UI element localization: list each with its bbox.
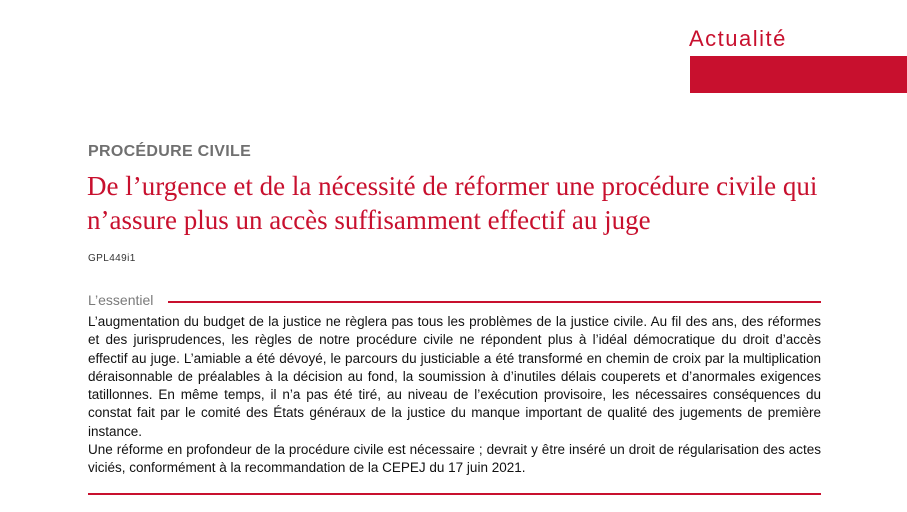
essentiel-paragraph: L’augmentation du budget de la justice ne règlera pas tous les problèmes de la justice civile. Au fil des ans, des réformes et des jurisprudences, les règles de notre procédure civile ne répondent plus à l’idéal démocratique du droit d’accès effectif au juge. L’amiable a été dévoyé, le parcours du justiciable a été transformé en chemin de croix par la multiplication déraisonnable de préalables à la décision au fond, la soumission à d’inutiles délais couperets et d’anormales exigences tatillonnes. En même temps, il n’a pas été tiré, au niveau de l’exécution provisoire, les nécessaires conséquences du constat fait par le comité des États généraux de la justice du manque important de qualité des jugements de première instance. [88,314,821,439]
section-label: Actualité [689,26,787,51]
essentiel-label: L’essentiel [88,291,156,309]
header-accent-bar [690,56,907,93]
essentiel-header [88,291,821,309]
essentiel-bottom-rule [88,493,821,495]
article-category: PROCÉDURE CIVILE [88,143,252,160]
article-reference: GPL449i1 [88,253,136,264]
essentiel-top-rule [168,301,821,303]
essentiel-paragraph: Une réforme en profondeur de la procédure civile est nécessaire ; devrait y être inséré un droit de régularisation des actes viciés, conformément à la recommandation de la CEPEJ du 17 juin 2021. [88,442,821,476]
essentiel-body [88,313,821,478]
article-title: De l’urgence et de la nécessité de réformer une procédure civile qui n’assure plus un accès suffisamment effectif au juge [87,171,818,235]
